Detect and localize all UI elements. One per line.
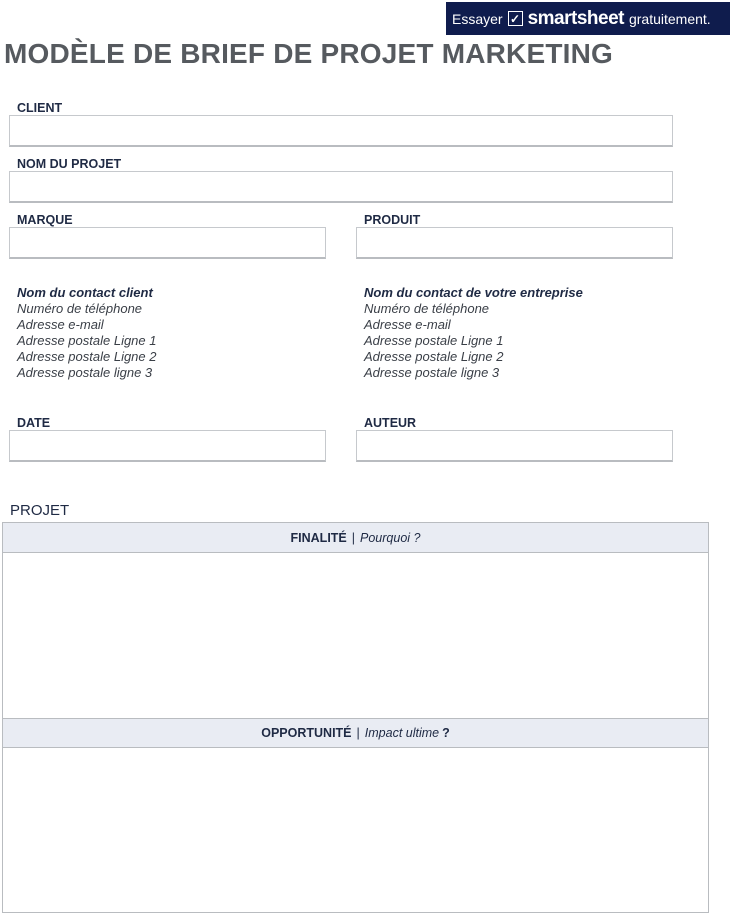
- opportunity-separator: |: [356, 726, 360, 740]
- project-table: [2, 522, 709, 913]
- client-contact-address-2: Adresse postale Ligne 2: [17, 349, 157, 364]
- company-contact-address-2: Adresse postale Ligne 2: [364, 349, 504, 364]
- opportunity-question: Impact ultime: [364, 726, 440, 740]
- client-contact-phone: Numéro de téléphone: [17, 301, 143, 316]
- brand-input[interactable]: [9, 227, 326, 259]
- client-contact-name: Nom du contact client: [17, 285, 153, 300]
- date-label: DATE: [17, 416, 51, 430]
- company-contact-email: Adresse e-mail: [364, 317, 451, 332]
- opportunity-label: OPPORTUNITÉ: [261, 726, 352, 740]
- company-contact-phone: Numéro de téléphone: [364, 301, 490, 316]
- purpose-content-area[interactable]: [3, 553, 708, 718]
- purpose-header: [3, 523, 708, 553]
- product-input[interactable]: [356, 227, 673, 259]
- checkmark-icon: ✓: [508, 11, 523, 26]
- banner-free-text: gratuitement.: [628, 10, 711, 27]
- opportunity-question-mark: ?: [442, 726, 450, 740]
- opportunity-content-area[interactable]: [3, 748, 708, 912]
- opportunity-header: [3, 718, 708, 748]
- author-input[interactable]: [356, 430, 673, 462]
- project-name-input[interactable]: [9, 171, 673, 203]
- company-contact-address-1: Adresse postale Ligne 1: [364, 333, 504, 348]
- author-label: AUTEUR: [364, 416, 417, 430]
- client-contact-address-3: Adresse postale ligne 3: [17, 365, 153, 380]
- client-label: CLIENT: [17, 101, 63, 115]
- company-contact-block: [364, 285, 583, 381]
- page-title: MODÈLE DE BRIEF DE PROJET MARKETING: [4, 38, 614, 69]
- purpose-question: Pourquoi ?: [360, 530, 421, 545]
- client-contact-email: Adresse e-mail: [17, 317, 104, 332]
- date-input[interactable]: [9, 430, 326, 462]
- company-contact-address-3: Adresse postale ligne 3: [364, 365, 500, 380]
- client-contact-address-1: Adresse postale Ligne 1: [17, 333, 157, 348]
- product-label: PRODUIT: [364, 213, 421, 227]
- client-input[interactable]: [9, 115, 673, 147]
- smartsheet-trial-banner[interactable]: [446, 2, 730, 35]
- project-section-title: PROJET: [10, 502, 70, 519]
- project-name-label: NOM DU PROJET: [17, 157, 122, 171]
- client-contact-block: [17, 285, 156, 381]
- brand-label: MARQUE: [17, 213, 73, 227]
- banner-try-text: Essayer: [452, 10, 503, 27]
- purpose-separator: |: [351, 530, 356, 545]
- banner-brand-text: smartsheet: [527, 7, 624, 29]
- company-contact-name: Nom du contact de votre entreprise: [364, 285, 583, 300]
- purpose-label: FINALITÉ: [290, 530, 347, 545]
